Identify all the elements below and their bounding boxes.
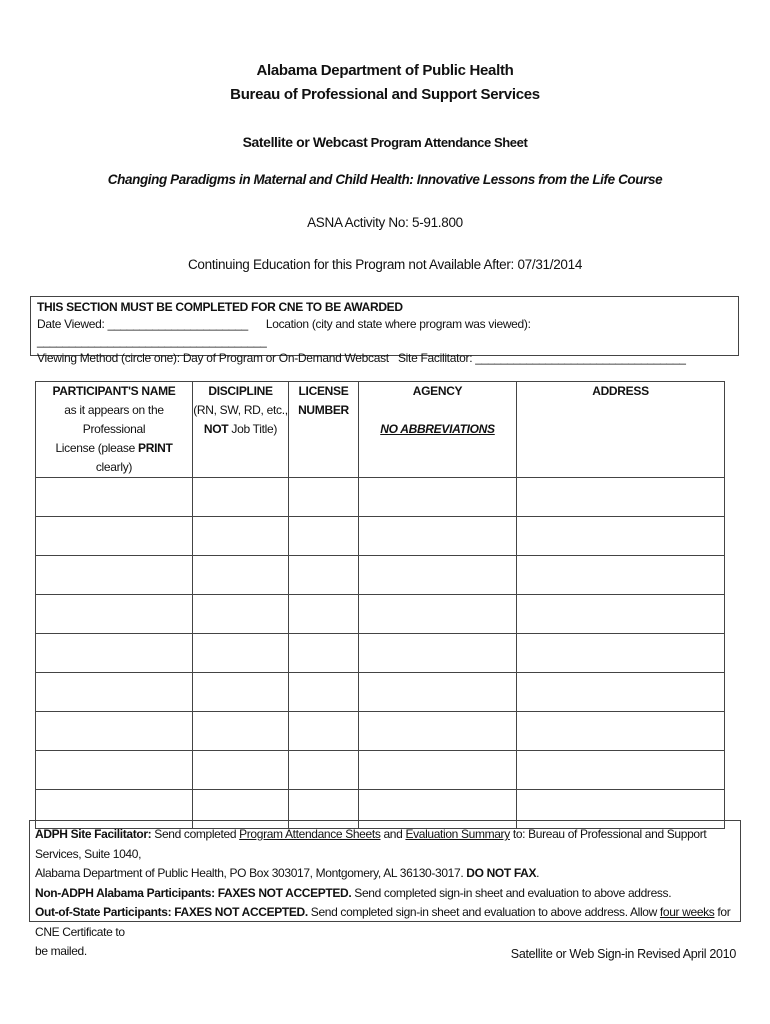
instruction-line-1: ADPH Site Facilitator: Send completed Program Attendance Sheets and Evaluation Summary to: Bureau of Professional and Support Services, Suite 1040, [35,827,707,861]
agency-cell[interactable] [359,712,517,751]
address-cell[interactable] [517,595,725,634]
agency-cell[interactable] [359,673,517,712]
instruction-line-4: Out-of-State Participants: FAXES NOT ACCEPTED. Send completed sign-in sheet and evaluation to above address. Allow four weeks for CNE Certificate to [35,905,731,939]
site-facilitator-field: Site Facilitator: _________________________________ [397,351,686,365]
discipline-cell[interactable] [193,634,289,673]
col-license-number: LICENSE NUMBER [289,382,359,478]
agency-cell[interactable] [359,517,517,556]
address-cell[interactable] [517,517,725,556]
discipline-cell[interactable] [193,712,289,751]
discipline-cell[interactable] [193,595,289,634]
license-number-cell[interactable] [289,478,359,517]
address-cell[interactable] [517,712,725,751]
table-header-row [36,382,725,478]
participant-name-cell[interactable] [36,751,193,790]
sheet-title-b: Program Attendance Sheet [370,135,528,150]
table-row [36,517,725,556]
participant-name-cell[interactable] [36,673,193,712]
participant-name-cell[interactable] [36,517,193,556]
license-number-cell[interactable] [289,556,359,595]
discipline-cell[interactable] [193,673,289,712]
activity-number: ASNA Activity No: 5-91.800 [307,215,463,230]
instruction-line-3: Non-ADPH Alabama Participants: FAXES NOT ACCEPTED. Send completed sign-in sheet and evaluation to above address. [35,885,672,900]
sheet-title-a: Satellite or Webcast [242,134,368,150]
location-field: Location (city and state where program was viewed): ____________________________________ [37,317,531,348]
ce-availability: Continuing Education for this Program not Available After: 07/31/2014 [187,257,583,272]
license-number-cell[interactable] [289,712,359,751]
license-number-cell[interactable] [289,673,359,712]
col-agency: AGENCY NO ABBREVIATIONS [359,382,517,478]
table-row [36,673,725,712]
instruction-line-5: be mailed. [35,944,87,958]
col-address: ADDRESS [517,382,725,478]
table-row [36,634,725,673]
attendance-table [35,381,725,829]
sheet-title [0,134,770,150]
discipline-cell[interactable] [193,517,289,556]
col-participant-name: PARTICIPANT'S NAME as it appears on the Professional License (please PRINT clearly) [36,382,193,478]
participant-name-cell[interactable] [36,478,193,517]
bureau-name: Bureau of Professional and Support Services [230,86,540,103]
participant-name-cell[interactable] [36,556,193,595]
instruction-line-2: Alabama Department of Public Health, PO Box 303017, Montgomery, AL 36130-3017. DO NOT FAX. [35,866,540,880]
program-title: Changing Paradigms in Maternal and Child Health: Innovative Lessons from the Life Course [107,172,663,187]
table-row [36,478,725,517]
agency-cell[interactable] [359,556,517,595]
discipline-cell[interactable] [193,751,289,790]
address-cell[interactable] [517,634,725,673]
table-row [36,712,725,751]
participant-name-cell[interactable] [36,634,193,673]
cne-heading: THIS SECTION MUST BE COMPLETED FOR CNE TO BE AWARDED [37,300,403,314]
cne-line-date-location [37,316,732,350]
address-cell[interactable] [517,556,725,595]
agency-cell[interactable] [359,634,517,673]
revision-footer: Satellite or Web Sign-in Revised April 2010 [510,947,736,961]
cne-line-method [37,350,732,367]
agency-cell[interactable] [359,595,517,634]
participant-name-cell[interactable] [36,712,193,751]
org-name: Alabama Department of Public Health [256,62,514,79]
address-cell[interactable] [517,673,725,712]
discipline-cell[interactable] [193,556,289,595]
license-number-cell[interactable] [289,595,359,634]
discipline-cell[interactable] [193,478,289,517]
table-row [36,556,725,595]
cne-section [30,296,739,365]
date-viewed-field: Date Viewed: ______________________ [37,317,248,331]
participant-name-cell[interactable] [36,595,193,634]
address-cell[interactable] [517,751,725,790]
license-number-cell[interactable] [289,634,359,673]
address-cell[interactable] [517,478,725,517]
col-discipline: DISCIPLINE (RN, SW, RD, etc., NOT Job Title) [193,382,289,478]
table-row [36,751,725,790]
license-number-cell[interactable] [289,751,359,790]
agency-cell[interactable] [359,751,517,790]
agency-cell[interactable] [359,478,517,517]
table-row [36,595,725,634]
viewing-method-field: Viewing Method (circle one): Day of Program or On-Demand Webcast [37,351,389,365]
license-number-cell[interactable] [289,517,359,556]
